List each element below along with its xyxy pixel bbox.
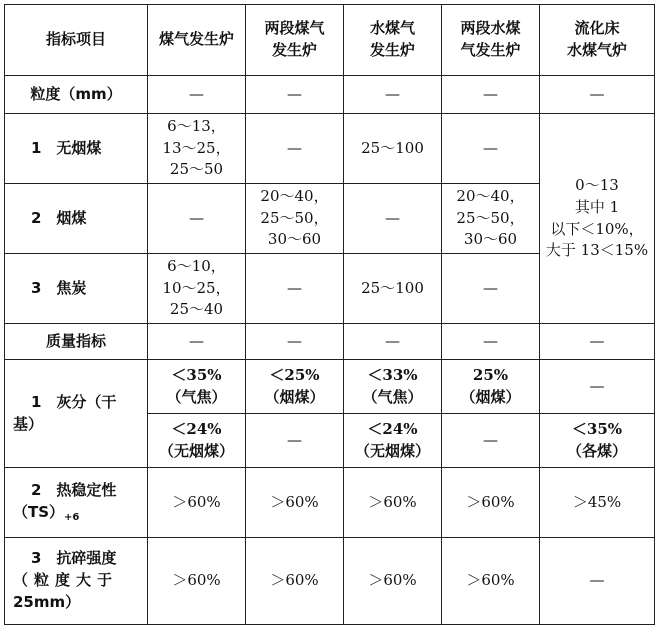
header-two-stage-water-gas — [442, 5, 540, 76]
label-line: （粒度大于 — [13, 571, 119, 590]
thermal-two-stage-water: ＞60% — [442, 468, 540, 538]
value-line: 13～25， — [162, 138, 231, 157]
coke-gas-producer — [148, 254, 246, 324]
row-label-crush-strength — [5, 538, 148, 625]
row-label-bituminous: 2 烟煤 — [5, 184, 148, 254]
crush-gas-producer: ＞60% — [148, 538, 246, 625]
value-line: 20～40， — [456, 186, 525, 205]
crush-two-stage: ＞60% — [246, 538, 344, 625]
row-label-granularity: 粒度（mm） — [5, 76, 148, 114]
ts-text: （TS） — [13, 502, 65, 521]
dash-cell: — — [540, 360, 655, 414]
value-line: 25～50， — [456, 208, 525, 227]
table-row — [5, 538, 655, 625]
value-line: ＜24% — [171, 419, 222, 438]
row-label-ash — [5, 360, 148, 468]
dash-cell: — — [246, 414, 344, 468]
crush-water-gas: ＞60% — [344, 538, 442, 625]
dash-cell: — — [246, 324, 344, 360]
anthracite-gas-producer — [148, 114, 246, 184]
value-line: （各煤） — [566, 441, 627, 460]
dash-cell: — — [442, 114, 540, 184]
dash-cell: — — [442, 76, 540, 114]
fluidized-bed-granularity — [540, 114, 655, 324]
value-line: 以下＜10%， — [550, 219, 644, 238]
table-row — [5, 360, 655, 414]
ash-two-stage — [246, 360, 344, 414]
table-container — [4, 4, 655, 625]
dash-cell: — — [442, 414, 540, 468]
bituminous-two-stage — [246, 184, 344, 254]
row-label-thermal-stability — [5, 468, 148, 538]
value-line: 30～60 — [267, 230, 322, 249]
value-line: （烟煤） — [460, 387, 521, 406]
dash-cell: — — [344, 184, 442, 254]
crush-two-stage-water: ＞60% — [442, 538, 540, 625]
value-line: 25～40 — [169, 300, 224, 319]
dash-cell: — — [344, 76, 442, 114]
anthracite-water-gas: 25～100 — [344, 114, 442, 184]
header-line: 两段煤气 — [264, 19, 325, 38]
value-line: （无烟煤） — [354, 441, 430, 460]
coke-water-gas: 25～100 — [344, 254, 442, 324]
value-line: ＜35% — [571, 419, 623, 438]
dash-cell: — — [148, 184, 246, 254]
label-line: 3 抗碎强度 — [31, 549, 117, 568]
table-row — [5, 324, 655, 360]
table-row — [5, 76, 655, 114]
header-indicator-item: 指标项目 — [5, 5, 148, 76]
header-line: 水煤气 — [369, 19, 415, 38]
label-line: 25mm） — [13, 592, 81, 611]
value-line: 10～25， — [162, 278, 231, 297]
thermal-water-gas: ＞60% — [344, 468, 442, 538]
value-line: 其中 1 — [574, 197, 620, 216]
value-line: ＜24% — [367, 419, 418, 438]
dash-cell: — — [246, 254, 344, 324]
header-row — [5, 5, 655, 76]
thermal-two-stage: ＞60% — [246, 468, 344, 538]
dash-cell: — — [148, 324, 246, 360]
header-line: 两段水煤 — [460, 19, 521, 38]
value-line: 25% — [472, 365, 509, 384]
bituminous-two-stage-water — [442, 184, 540, 254]
value-line: ＜25% — [269, 365, 320, 384]
header-line: 流化床 — [574, 19, 620, 38]
header-line: 发生炉 — [271, 41, 317, 59]
thermal-fluidized-bed: ＞45% — [540, 468, 655, 538]
ash-water-gas-anthracite — [344, 414, 442, 468]
value-line: （气焦） — [166, 387, 227, 406]
header-line: 水煤气炉 — [566, 41, 627, 59]
header-line: 发生炉 — [369, 41, 415, 59]
value-line: 25～50， — [260, 208, 329, 227]
dash-cell: — — [442, 324, 540, 360]
value-line: ＜35% — [171, 365, 222, 384]
value-line: 20～40， — [260, 186, 329, 205]
table-row — [5, 468, 655, 538]
dash-cell: — — [442, 254, 540, 324]
row-label-quality: 质量指标 — [5, 324, 148, 360]
value-line: 大于 13＜15% — [545, 241, 649, 260]
header-two-stage-gas-producer — [246, 5, 344, 76]
table-row — [5, 114, 655, 184]
label-line: 1 灰分（干 — [31, 392, 117, 411]
label-line: 基） — [13, 414, 44, 433]
label-line — [13, 502, 144, 526]
ash-fluidized-bed — [540, 414, 655, 468]
header-line: 气发生炉 — [460, 41, 521, 59]
header-gas-producer: 煤气发生炉 — [148, 5, 246, 76]
dash-cell: — — [540, 538, 655, 625]
value-line: 0～13 — [575, 176, 619, 194]
dash-cell: — — [540, 76, 655, 114]
dash-cell: — — [246, 114, 344, 184]
value-line: ＜33% — [367, 365, 418, 384]
value-line: 6～13， — [167, 116, 226, 135]
ash-water-gas — [344, 360, 442, 414]
header-water-gas-producer — [344, 5, 442, 76]
ash-two-stage-water — [442, 360, 540, 414]
dash-cell: — — [246, 76, 344, 114]
value-line: （烟煤） — [264, 387, 325, 406]
value-line: 25～50 — [169, 160, 224, 179]
ts-subscript: +6 — [64, 511, 80, 523]
label-line: 2 热稳定性 — [31, 480, 117, 499]
value-line: （气焦） — [362, 387, 423, 406]
coal-gasifier-spec-table — [4, 4, 655, 625]
dash-cell: — — [344, 324, 442, 360]
thermal-gas-producer: ＞60% — [148, 468, 246, 538]
dash-cell: — — [148, 76, 246, 114]
value-line: （无烟煤） — [158, 441, 234, 460]
dash-cell: — — [540, 324, 655, 360]
ash-gas-producer — [148, 360, 246, 414]
header-fluidized-bed — [540, 5, 655, 76]
row-label-anthracite: 1 无烟煤 — [5, 114, 148, 184]
value-line: 30～60 — [463, 230, 518, 249]
ash-gas-producer-anthracite — [148, 414, 246, 468]
value-line: 6～10， — [167, 256, 226, 275]
row-label-coke: 3 焦炭 — [5, 254, 148, 324]
